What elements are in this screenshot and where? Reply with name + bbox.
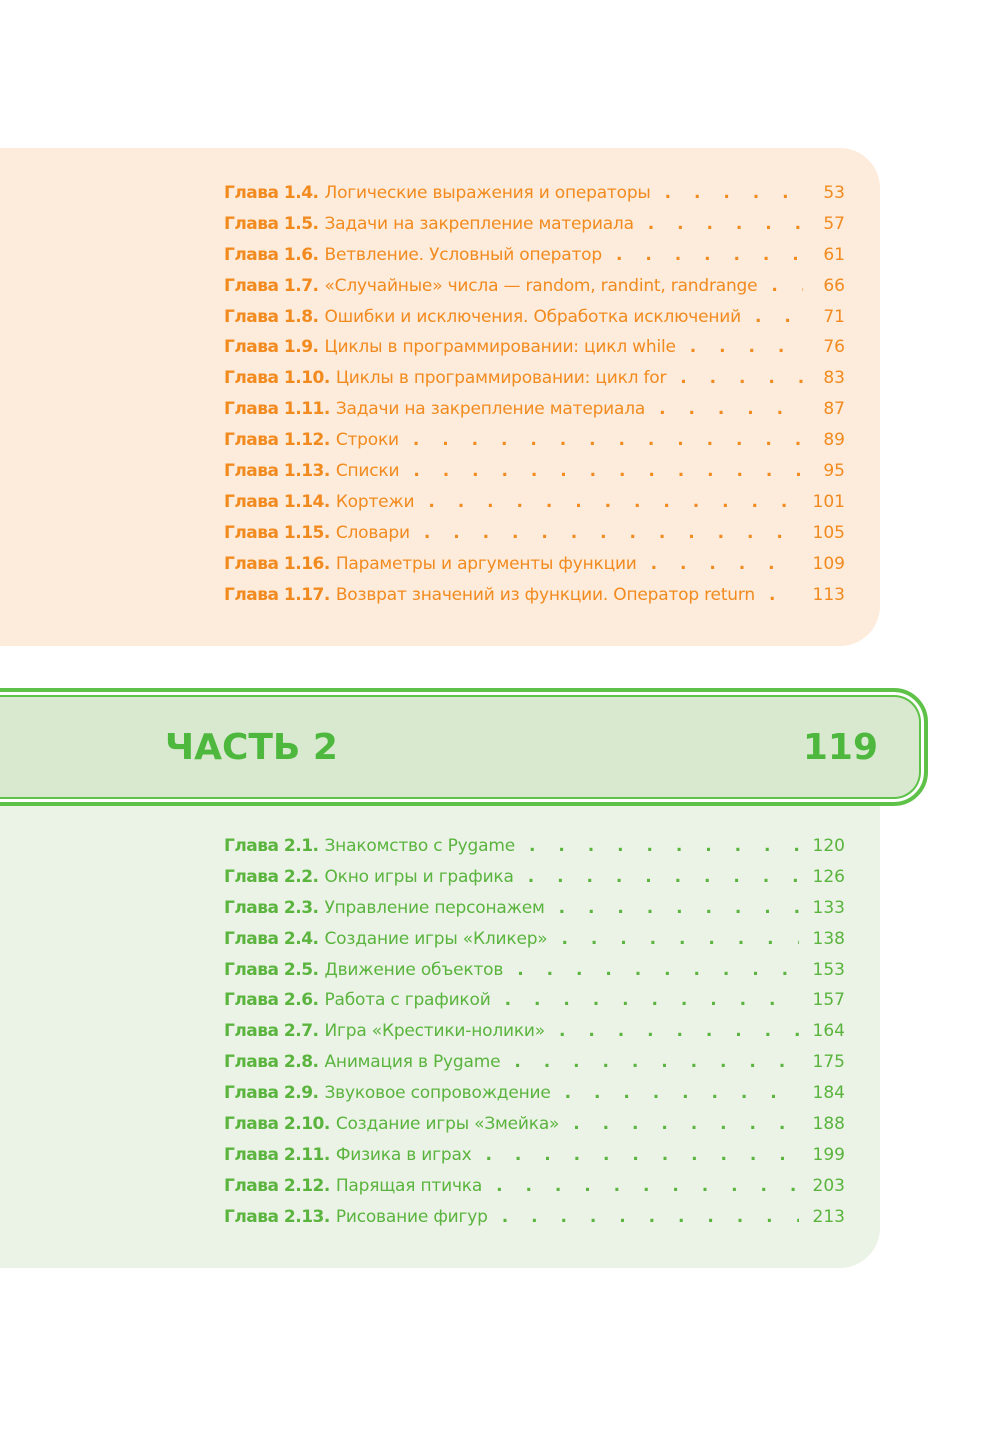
page-number: 66	[823, 275, 845, 296]
chapter-title: Создание игры «Кликер»	[324, 928, 548, 949]
chapter-title: Ошибки и исключения. Обработка исключений	[324, 306, 741, 327]
dot-leader	[559, 898, 799, 918]
dot-leader	[769, 585, 799, 605]
chapter-number: Глава 1.9.	[224, 337, 319, 358]
dot-leader	[517, 960, 798, 980]
chapter-title: Списки	[335, 461, 400, 482]
toc-entry[interactable]	[224, 1114, 845, 1145]
chapter-number: Глава 1.14.	[224, 491, 330, 512]
chapter-title: Звуковое сопровождение	[324, 1083, 551, 1104]
toc-entry[interactable]	[224, 276, 845, 307]
page-number: 61	[823, 244, 845, 265]
page-number: 71	[823, 306, 845, 327]
chapter-title: Задачи на закрепление материала	[324, 213, 634, 234]
page-number: 113	[812, 584, 845, 605]
toc-entry[interactable]	[224, 585, 845, 616]
page-number: 184	[812, 1083, 845, 1104]
chapter-number: Глава 1.4.	[224, 183, 319, 203]
chapter-number: Глава 2.5.	[224, 959, 319, 980]
toc-entry[interactable]	[224, 1207, 845, 1238]
chapter-number: Глава 2.4.	[224, 928, 319, 949]
toc-entry[interactable]	[224, 399, 845, 430]
chapter-title: Управление персонажем	[324, 897, 545, 918]
toc-entry[interactable]	[224, 898, 845, 929]
toc-entry[interactable]	[224, 1052, 845, 1083]
chapter-number: Глава 1.16.	[224, 553, 330, 574]
toc-entry[interactable]	[224, 183, 845, 214]
dot-leader	[428, 492, 798, 512]
dot-leader	[528, 867, 799, 887]
dot-leader	[755, 307, 803, 327]
dot-leader	[502, 1207, 799, 1227]
dot-leader	[514, 1052, 798, 1072]
toc-entry[interactable]	[224, 929, 845, 960]
toc-entry[interactable]	[224, 836, 845, 867]
page-number: 153	[812, 959, 845, 980]
chapter-number: Глава 2.8.	[224, 1052, 319, 1073]
dot-leader	[505, 990, 799, 1010]
chapter-title: Работа с графикой	[324, 990, 491, 1011]
toc-entry[interactable]	[224, 492, 845, 523]
chapter-title: Окно игры и графика	[324, 866, 514, 887]
dot-leader	[413, 430, 803, 450]
part2-toc	[224, 836, 845, 1238]
page-number: 95	[823, 461, 845, 482]
page-number: 175	[812, 1052, 845, 1073]
chapter-title: Анимация в Pygame	[324, 1052, 501, 1073]
part-page-number: 119	[802, 727, 878, 768]
page-number: 83	[823, 368, 845, 389]
page-number: 53	[823, 183, 845, 203]
page-number: 76	[823, 337, 845, 358]
dot-leader	[659, 399, 803, 419]
chapter-title: Возврат значений из функции. Оператор return	[335, 584, 755, 605]
toc-entry[interactable]	[224, 523, 845, 554]
toc-entry[interactable]	[224, 960, 845, 991]
toc-entry[interactable]	[224, 990, 845, 1021]
chapter-number: Глава 1.8.	[224, 306, 319, 327]
dot-leader	[648, 214, 803, 234]
dot-leader	[651, 554, 799, 574]
chapter-title: Игра «Крестики-нолики»	[324, 1021, 545, 1042]
chapter-title: Циклы в программировании: цикл while	[324, 337, 676, 358]
page-number: 57	[823, 213, 845, 234]
chapter-number: Глава 1.11.	[224, 399, 330, 420]
toc-entry[interactable]	[224, 430, 845, 461]
chapter-title: Логические выражения и операторы	[324, 183, 651, 203]
chapter-number: Глава 2.13.	[224, 1206, 330, 1227]
dot-leader	[496, 1176, 798, 1196]
page-number: 89	[823, 430, 845, 451]
chapter-number: Глава 2.3.	[224, 897, 319, 918]
page-number: 109	[812, 553, 845, 574]
chapter-number: Глава 1.13.	[224, 461, 330, 482]
toc-entry[interactable]	[224, 461, 845, 492]
chapter-number: Глава 2.6.	[224, 990, 319, 1011]
chapter-number: Глава 1.12.	[224, 430, 330, 451]
dot-leader	[565, 1083, 799, 1103]
chapter-title: Движение объектов	[324, 959, 504, 980]
chapter-title: Кортежи	[335, 491, 415, 512]
dot-leader	[680, 368, 803, 388]
toc-entry[interactable]	[224, 368, 845, 399]
chapter-title: Задачи на закрепление материала	[335, 399, 646, 420]
toc-entry[interactable]	[224, 554, 845, 585]
chapter-title: Параметры и аргументы функции	[335, 553, 637, 574]
page-number: 213	[812, 1206, 845, 1227]
chapter-title: Создание игры «Змейка»	[335, 1114, 560, 1135]
chapter-number: Глава 1.15.	[224, 522, 330, 543]
page-number: 105	[812, 522, 845, 543]
page-number: 157	[812, 990, 845, 1011]
page-number: 87	[823, 399, 845, 420]
chapter-number: Глава 1.5.	[224, 213, 319, 234]
part2-header[interactable]	[0, 688, 928, 806]
dot-leader	[562, 929, 799, 949]
chapter-number: Глава 2.7.	[224, 1021, 319, 1042]
chapter-number: Глава 2.11.	[224, 1144, 330, 1165]
chapter-number: Глава 2.10.	[224, 1114, 330, 1135]
toc-entry[interactable]	[224, 337, 845, 368]
dot-leader	[616, 245, 803, 265]
chapter-number: Глава 2.2.	[224, 866, 319, 887]
page-number: 164	[812, 1021, 845, 1042]
page-number: 138	[812, 928, 845, 949]
toc-entry[interactable]	[224, 1145, 845, 1176]
page-number: 188	[812, 1114, 845, 1135]
toc-entry[interactable]	[224, 1176, 845, 1207]
chapter-title: «Случайные» числа — random, randint, randrange	[324, 275, 758, 296]
chapter-number: Глава 1.10.	[224, 368, 330, 389]
dot-leader	[573, 1114, 798, 1134]
page-number: 203	[812, 1175, 845, 1196]
dot-leader	[529, 836, 799, 856]
dot-leader	[424, 523, 799, 543]
part-title: ЧАСТЬ 2	[165, 727, 338, 768]
chapter-title: Строки	[335, 430, 399, 451]
chapter-title: Парящая птичка	[335, 1175, 483, 1196]
dot-leader	[690, 337, 803, 357]
page-number: 101	[812, 491, 845, 512]
chapter-number: Глава 1.17.	[224, 584, 330, 605]
chapter-title: Знакомство с Pygame	[324, 836, 515, 856]
chapter-title: Рисование фигур	[335, 1206, 488, 1227]
page-number: 199	[812, 1144, 845, 1165]
chapter-title: Словари	[335, 522, 410, 543]
chapter-number: Глава 2.1.	[224, 836, 319, 856]
dot-leader	[559, 1021, 799, 1041]
toc-entry[interactable]	[224, 1021, 845, 1052]
dot-leader	[665, 183, 803, 203]
chapter-title: Циклы в программировании: цикл for	[335, 368, 667, 389]
toc-entry[interactable]	[224, 1083, 845, 1114]
toc-entry[interactable]	[224, 307, 845, 338]
page-number: 133	[812, 897, 845, 918]
chapter-number: Глава 1.6.	[224, 244, 319, 265]
part1-toc	[224, 183, 845, 615]
page-number: 120	[812, 836, 845, 856]
toc-entry[interactable]	[224, 214, 845, 245]
page-number: 126	[812, 866, 845, 887]
chapter-number: Глава 2.9.	[224, 1083, 319, 1104]
dot-leader	[413, 461, 803, 481]
chapter-number: Глава 1.7.	[224, 275, 319, 296]
dot-leader	[771, 276, 803, 296]
chapter-title: Ветвление. Условный оператор	[324, 244, 602, 265]
chapter-title: Физика в играх	[335, 1144, 472, 1165]
chapter-number: Глава 2.12.	[224, 1175, 330, 1196]
toc-entry[interactable]	[224, 867, 845, 898]
dot-leader	[486, 1145, 799, 1165]
toc-entry[interactable]	[224, 245, 845, 276]
